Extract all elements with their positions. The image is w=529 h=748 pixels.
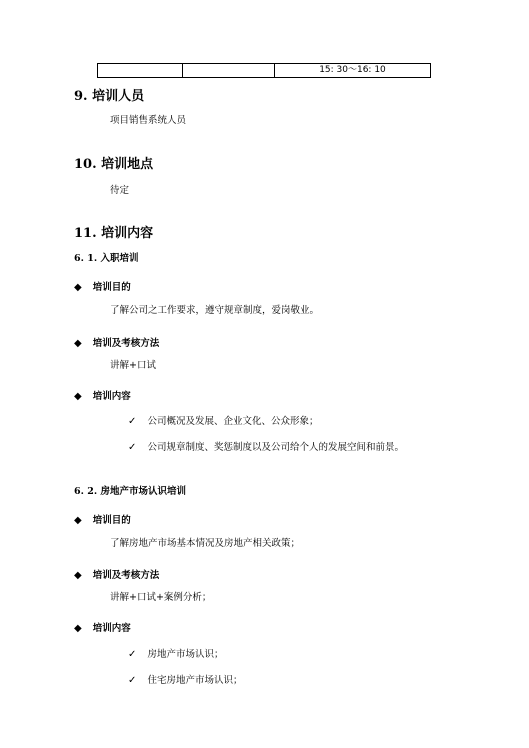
section-heading-personnel: 9. 培训人员 — [74, 89, 145, 104]
method-label: 培训及考核方法 — [92, 338, 160, 349]
check-icon: ✓ — [128, 416, 137, 427]
goal-text: 了解公司之工作要求，遵守规章制度，爱岗敬业。 — [110, 305, 320, 316]
content-row — [74, 616, 131, 635]
content-label: 培训内容 — [92, 391, 131, 402]
list-item — [128, 435, 404, 454]
list-item — [128, 642, 224, 661]
method-text: 讲解+口试 — [110, 360, 156, 371]
location-text: 待定 — [110, 185, 130, 196]
content-row — [74, 384, 131, 403]
content-label: 培训内容 — [92, 623, 131, 634]
diamond-bullet-icon: ◆ — [74, 391, 82, 402]
list-item — [128, 409, 319, 428]
method-row — [74, 563, 159, 582]
method-row — [74, 331, 159, 350]
check-icon: ✓ — [128, 649, 137, 660]
subsection-title-onboarding: 6. 1. 入职培训 — [74, 253, 139, 264]
check-icon: ✓ — [128, 442, 137, 453]
diamond-bullet-icon: ◆ — [74, 570, 82, 581]
personnel-text: 项目销售系统人员 — [110, 115, 187, 126]
method-text: 讲解+口试+案例分析； — [110, 592, 212, 603]
goal-text: 了解房地产市场基本情况及房地产相关政策； — [110, 538, 301, 549]
table-cell-time: 15: 30～16: 10 — [275, 64, 431, 78]
diamond-bullet-icon: ◆ — [74, 623, 82, 634]
goal-label: 培训目的 — [92, 515, 131, 526]
method-label: 培训及考核方法 — [92, 570, 160, 581]
goal-row — [74, 275, 131, 294]
goal-row — [74, 508, 131, 527]
list-item-text: 公司概况及发展、企业文化、公众形象； — [147, 416, 319, 427]
subsection-title-market: 6. 2. 房地产市场认识培训 — [74, 486, 186, 497]
diamond-bullet-icon: ◆ — [74, 515, 82, 526]
diamond-bullet-icon: ◆ — [74, 282, 82, 293]
check-icon: ✓ — [128, 675, 137, 686]
section-heading-content: 11. 培训内容 — [74, 226, 154, 241]
list-item-text: 住宅房地产市场认识； — [147, 675, 243, 686]
diamond-bullet-icon: ◆ — [74, 338, 82, 349]
list-item-text: 公司规章制度、奖惩制度以及公司给个人的发展空间和前景。 — [147, 442, 404, 453]
schedule-table-row — [97, 63, 431, 78]
goal-label: 培训目的 — [92, 282, 131, 293]
section-heading-location: 10. 培训地点 — [74, 157, 154, 172]
list-item — [128, 668, 243, 687]
list-item-text: 房地产市场认识； — [147, 649, 224, 660]
table-cell — [98, 64, 183, 78]
table-cell — [183, 64, 275, 78]
